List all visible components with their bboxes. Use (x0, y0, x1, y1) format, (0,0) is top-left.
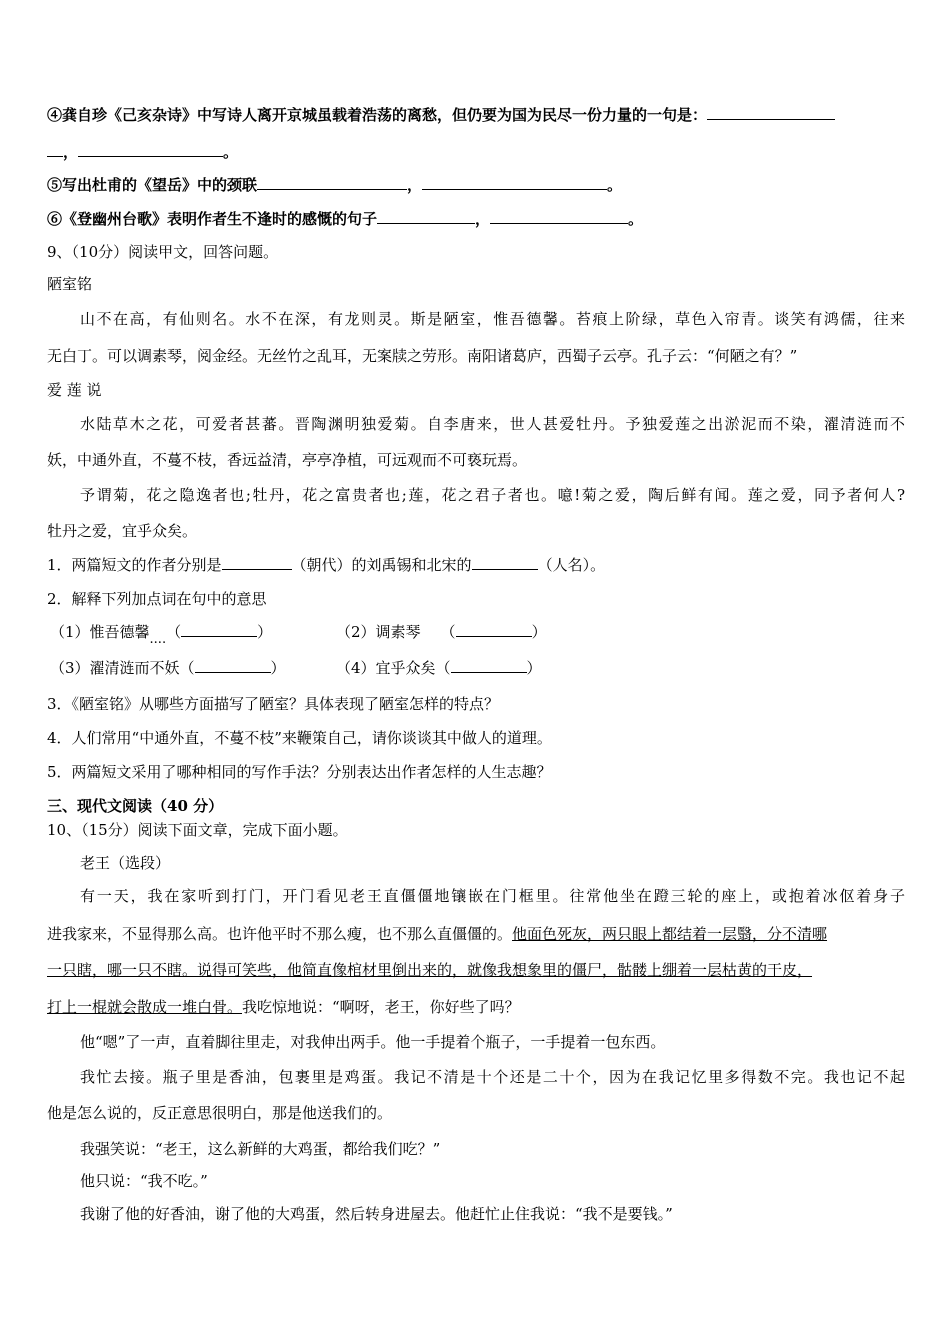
q10-passage-line2: 进我家来，不显得那么高。也许他平时不那么瘦，也不那么直僵僵的。他面色死灰，两只眼上都结着一层翳，分不清哪 (47, 925, 828, 943)
q9-subq2-item2: （2）调素琴 （ ） (336, 623, 547, 641)
q9-passage2-line1: 水陆草木之花，可爱者甚蕃。晋陶渊明独爱菊。自李唐来，世人甚爱牡丹。予独爱莲之出淤泥而不染，濯清涟而不 (80, 415, 905, 433)
answer-blank[interactable] (47, 142, 63, 157)
q10-passage-p3-line2: 他是怎么说的，反正意思很明白，那是他送我们的。 (47, 1104, 393, 1122)
answer-blank[interactable] (451, 658, 527, 673)
q8-item5: ⑤写出杜甫的《望岳》中的颈联 ， 。 (47, 176, 623, 194)
emphasis-dots: .... (149, 632, 167, 647)
answer-blank[interactable] (472, 555, 538, 570)
q9-subq4: 4．人们常用“中通外直，不蔓不枝”来鞭策自己，请你谈谈其中做人的道理。 (47, 729, 552, 747)
q9-subq2-item1: （1）惟吾德馨....（ ） (50, 623, 273, 647)
q9-subq2-item3: （3）濯清涟而不妖（ ） (50, 659, 286, 677)
q9-subq3: 3．《陋室铭》从哪些方面描写了陋室？具体表现了陋室怎样的特点？ (47, 695, 500, 713)
q9-title-loushiming: 陋室铭 (47, 275, 93, 293)
q8-item4: ④龚自珍《己亥杂诗》中写诗人离开京城虽载着浩荡的离愁，但仍要为国为民尽一份力量的一句是： (47, 104, 905, 126)
answer-blank[interactable] (257, 175, 407, 190)
q10-passage-p2: 他“嗯”了一声，直着脚往里走，对我伸出两手。他一手提着个瓶子，一手提着一包东西。 (80, 1033, 666, 1051)
answer-blank[interactable] (195, 658, 271, 673)
q10-passage-p6: 我谢了他的好香油，谢了他的大鸡蛋，然后转身进屋去。他赶忙止住我说：“我不是要钱。” (80, 1205, 673, 1223)
answer-blank[interactable] (422, 175, 607, 190)
q10-passage-p4: 我强笑说：“老王，这么新鲜的大鸡蛋，都给我们吃？” (80, 1140, 441, 1158)
q9-subq1: 1．两篇短文的作者分别是 （朝代）的刘禹锡和北宋的 （人名）。 (47, 556, 606, 574)
section3-heading: 三、现代文阅读（40 分） (47, 797, 224, 815)
q10-heading: 10、（15分）阅读下面文章，完成下面小题。 (47, 821, 348, 839)
q9-passage3-line2: 牡丹之爱，宜乎众矣。 (47, 522, 198, 540)
q9-passage1-line2: 无白丁。可以调素琴，阅金经。无丝竹之乱耳，无案牍之劳形。南阳诸葛庐，西蜀子云亭。孔子云：“何陋之有？” (47, 347, 798, 365)
answer-blank[interactable] (222, 555, 292, 570)
q9-heading: 9、（10分）阅读甲文，回答问题。 (47, 243, 279, 261)
q10-passage-p3-line1: 我忙去接。瓶子里是香油，包裹里是鸡蛋。我记不清是十个还是二十个，因为在我记忆里多得数不完。我也记不起 (80, 1068, 905, 1086)
underlined-text: 他面色死灰，两只眼上都结着一层翳，分不清哪 (512, 925, 828, 943)
q9-subq2-item4: （4）宜乎众矣（ ） (336, 659, 542, 677)
answer-blank[interactable] (181, 622, 257, 637)
q10-passage-p5: 他只说：“我不吃。” (80, 1172, 208, 1190)
q9-passage1-line1: 山不在高，有仙则名。水不在深，有龙则灵。斯是陋室，惟吾德馨。苔痕上阶绿，草色入帘青。谈笑有鸿儒，往来 (80, 310, 905, 328)
q10-passage-line3 (47, 959, 905, 981)
q8-item4-cont: ， 。 (47, 141, 905, 163)
q9-subq2: 2．解释下列加点词在句中的意思 (47, 590, 267, 608)
q9-passage3-line1: 予谓菊，花之隐逸者也;牡丹，花之富贵者也;莲，花之君子者也。噫!菊之爱，陶后鲜有闻。莲之爱，同予者何人? (80, 486, 905, 504)
q8-item6: ⑥《登幽州台歌》表明作者生不逢时的感慨的句子 ， 。 (47, 210, 644, 228)
q9-title-ailianshuo: 爱 莲 说 (47, 381, 102, 399)
q10-passage-line1: 有一天，我在家听到打门，开门看见老王直僵僵地镶嵌在门框里。往常他坐在蹬三轮的座上，或抱着冰伛着身子 (80, 887, 905, 905)
q10-passage-line4: 打上一棍就会散成一堆白骨。我吃惊地说：“啊呀，老王，你好些了吗？ (47, 998, 520, 1016)
answer-blank[interactable] (490, 209, 628, 224)
answer-blank[interactable] (377, 209, 475, 224)
answer-blank[interactable] (707, 105, 835, 120)
underlined-text: 打上一棍就会散成一堆白骨。 (47, 998, 243, 1016)
q9-passage2-line2: 妖，中通外直，不蔓不枝，香远益清，亭亭净植，可远观而不可亵玩焉。 (47, 451, 528, 469)
q9-subq5: 5．两篇短文采用了哪种相同的写作手法？分别表达出作者怎样的人生志趣？ (47, 763, 552, 781)
underlined-text: 一只瞎，哪一只不瞎。说得可笑些，他简直像棺材里倒出来的，就像我想象里的僵尸，骷髅上绷着一层枯黄的干皮， (47, 961, 813, 979)
answer-blank[interactable] (78, 142, 223, 157)
answer-blank[interactable] (456, 622, 532, 637)
q10-title: 老王（选段） (80, 854, 171, 872)
